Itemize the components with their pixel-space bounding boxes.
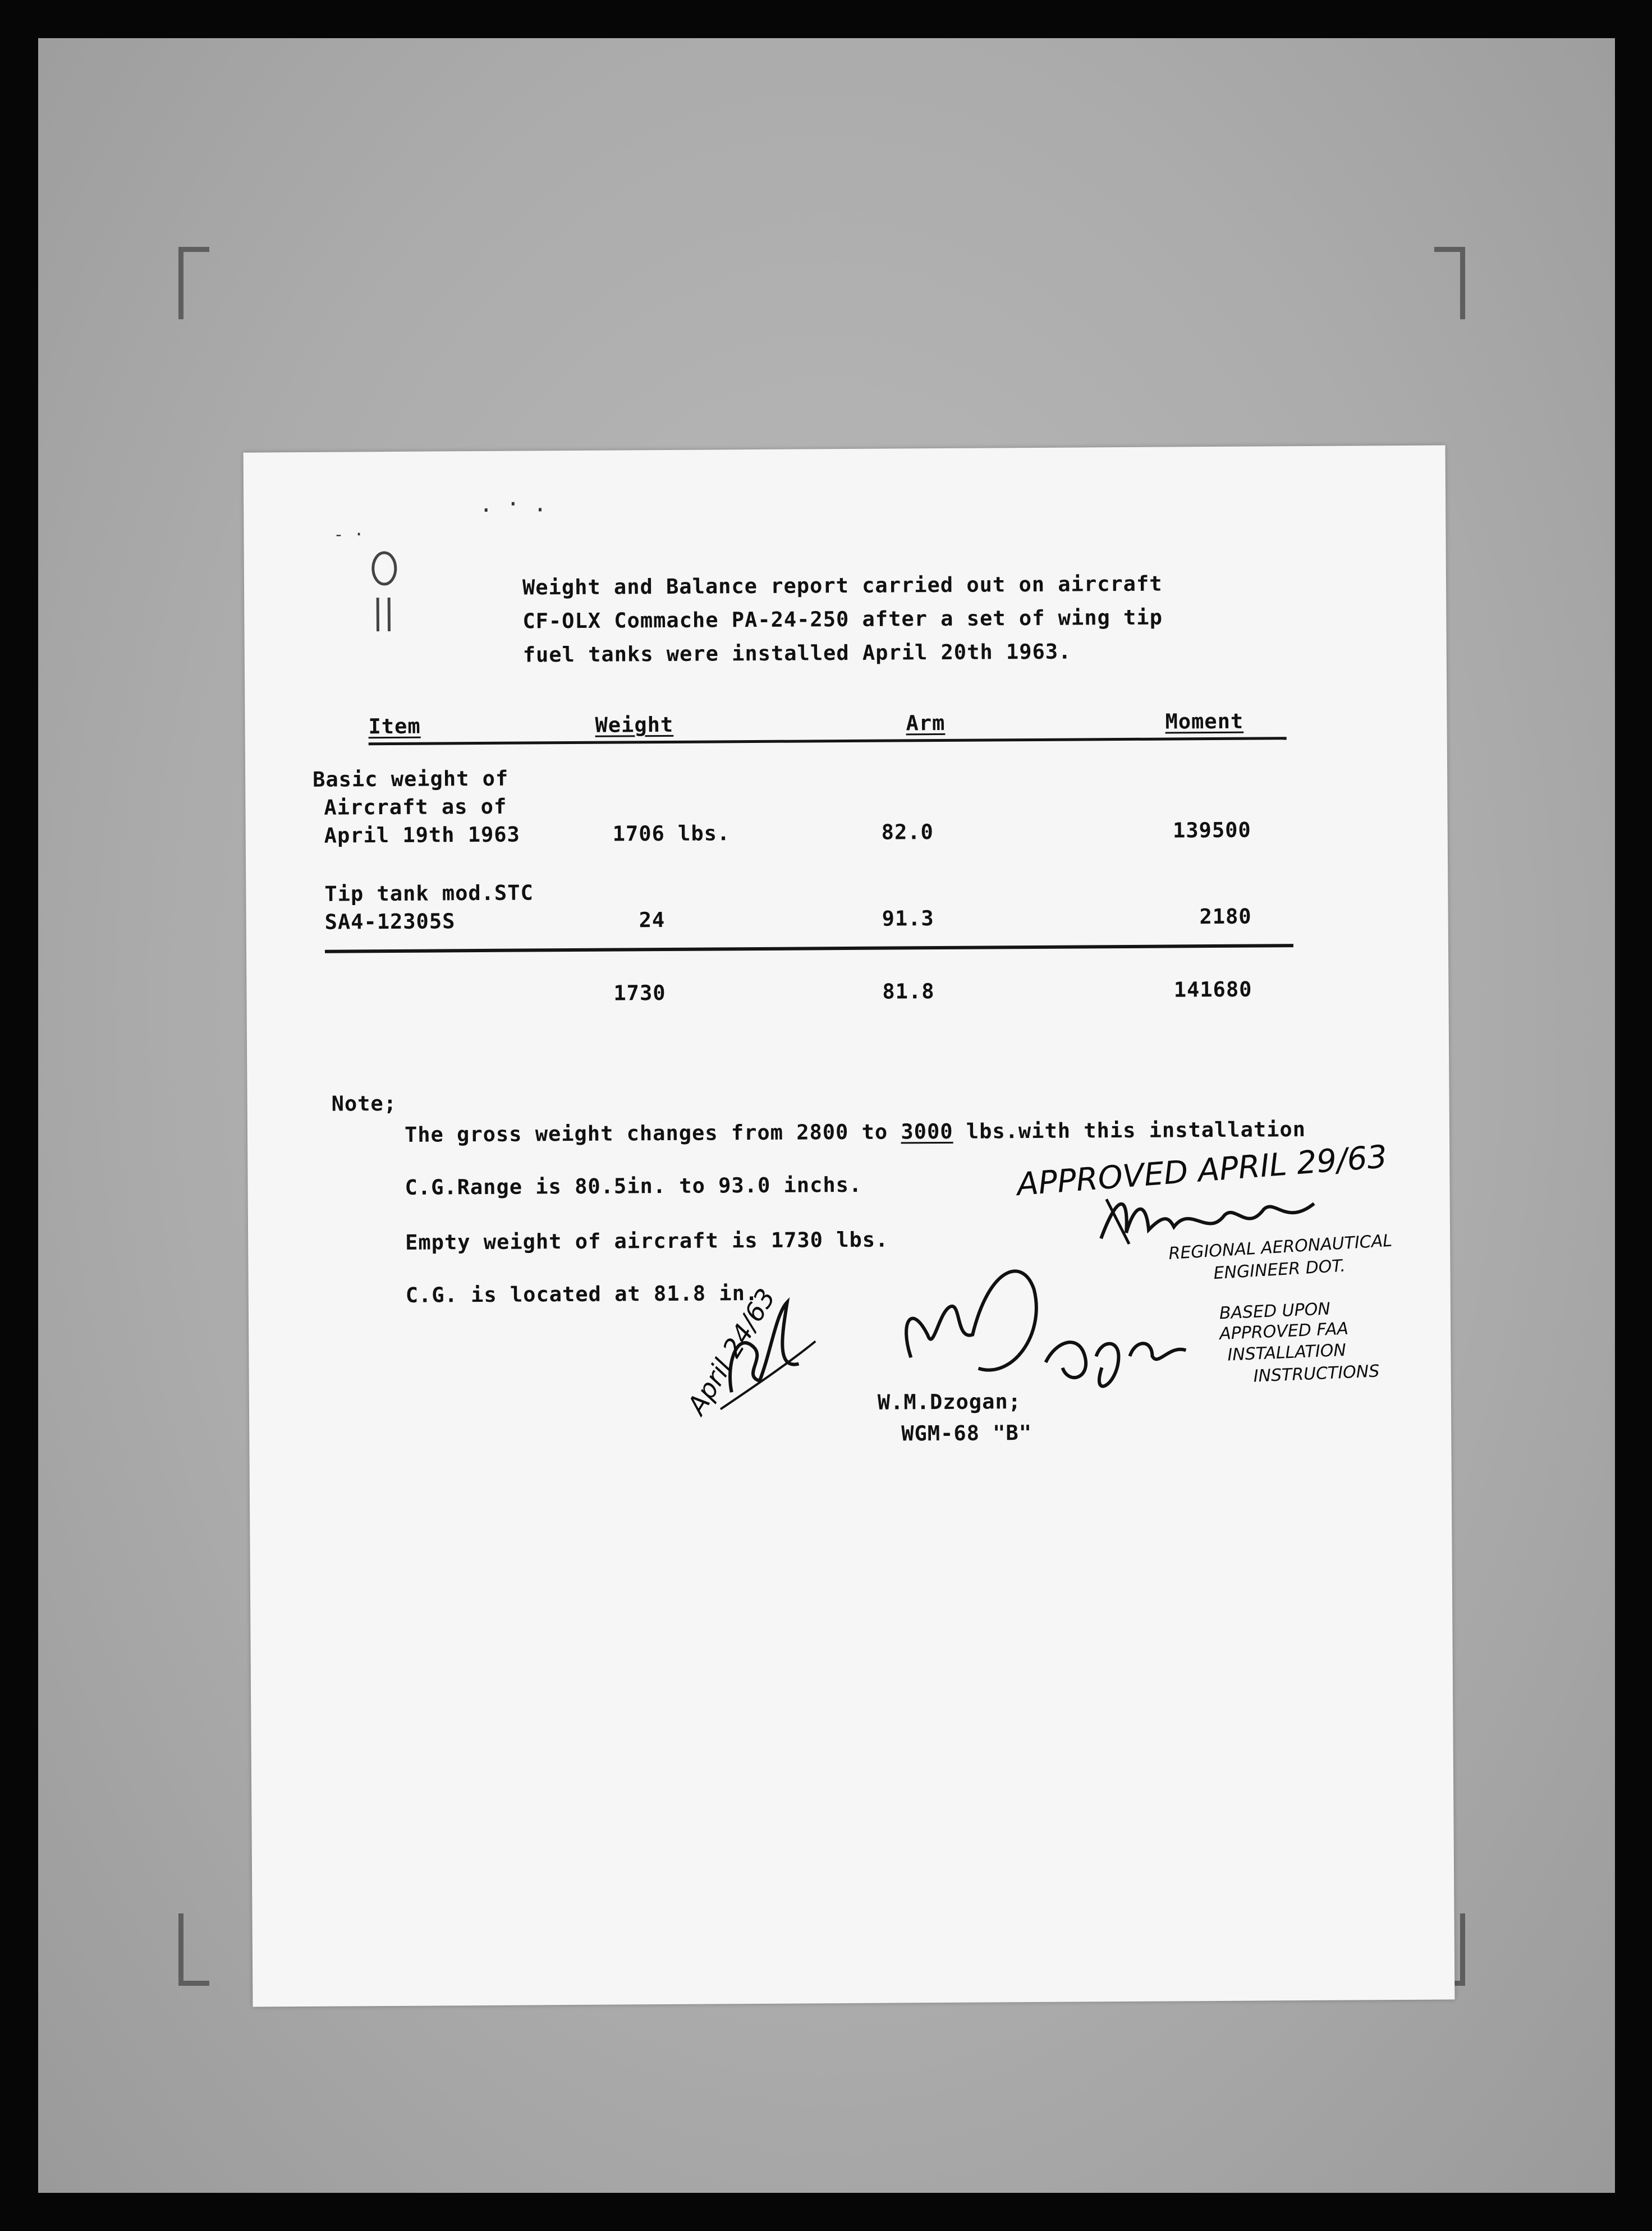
report-title-line-1: Weight and Balance report carried out on aircraft bbox=[522, 571, 1163, 600]
row1-item-line-3: April 19th 1963 bbox=[324, 822, 520, 848]
header-underline-rule bbox=[369, 737, 1287, 745]
note-line-3: Empty weight of aircraft is 1730 lbs. bbox=[405, 1227, 889, 1255]
handwritten-basis-line-2: APPROVED FAA bbox=[1219, 1319, 1349, 1344]
row1-weight: 1706 lbs. bbox=[612, 821, 731, 846]
total-arm: 81.8 bbox=[882, 979, 935, 1004]
handwritten-role-line-1: REGIONAL AERONAUTICAL bbox=[1168, 1231, 1393, 1264]
note-line-1-underlined: 3000 bbox=[901, 1119, 953, 1144]
smudge-mark: - · bbox=[333, 525, 364, 545]
report-title-line-3: fuel tanks were installed April 20th 1963. bbox=[522, 639, 1072, 667]
report-title-line-2: CF-OLX Commache PA-24-250 after a set of wing tip bbox=[522, 605, 1163, 634]
crop-mark-top-right bbox=[1434, 247, 1465, 319]
row1-arm: 82.0 bbox=[881, 820, 934, 844]
note-line-4: C.G. is located at 81.8 in. bbox=[405, 1280, 759, 1307]
note-line-2: C.G.Range is 80.5in. to 93.0 inchs. bbox=[405, 1172, 862, 1200]
note-line-1-post: lbs.with this installation bbox=[953, 1117, 1306, 1144]
row2-item-line-2: SA4-12305S bbox=[324, 909, 456, 934]
row2-item-line-1: Tip tank mod.STC bbox=[324, 880, 534, 906]
document-sheet bbox=[244, 445, 1455, 2007]
column-header-arm: Arm bbox=[906, 710, 946, 736]
handwritten-basis-line-3: INSTALLATION bbox=[1227, 1340, 1347, 1365]
column-header-item: Item bbox=[368, 714, 421, 739]
handwritten-approval: APPROVED APRIL 29/63 bbox=[1015, 1139, 1389, 1204]
handwritten-basis-line-4: INSTRUCTIONS bbox=[1253, 1361, 1380, 1387]
totals-rule bbox=[325, 944, 1293, 953]
smudge-mark: . · . bbox=[479, 491, 547, 518]
handwritten-basis-line-1: BASED UPON bbox=[1219, 1299, 1331, 1324]
row2-weight: 24 bbox=[639, 907, 666, 933]
total-weight: 1730 bbox=[613, 980, 666, 1006]
note-line-1 bbox=[405, 1117, 1306, 1147]
handwritten-date: April 24/63 bbox=[681, 1283, 782, 1420]
row1-moment: 139500 bbox=[1172, 818, 1251, 843]
signer-license: WGM-68 "B" bbox=[901, 1421, 1032, 1446]
row2-moment: 2180 bbox=[1199, 904, 1252, 929]
crop-mark-top-left bbox=[178, 247, 209, 319]
row1-item-line-1: Basic weight of bbox=[312, 766, 509, 792]
crop-mark-bottom-left bbox=[178, 1913, 209, 1986]
row2-arm: 91.3 bbox=[882, 906, 934, 931]
note-label: Note; bbox=[331, 1091, 397, 1116]
note-line-1-pre: The gross weight changes from 2800 to bbox=[404, 1119, 901, 1147]
column-header-moment: Moment bbox=[1165, 709, 1244, 734]
signer-name: W.M.Dzogan; bbox=[877, 1389, 1022, 1415]
column-header-weight: Weight bbox=[595, 712, 674, 737]
total-moment: 141680 bbox=[1173, 977, 1252, 1002]
row1-item-line-2: Aircraft as of bbox=[324, 794, 507, 820]
handwritten-role-line-2: ENGINEER DOT. bbox=[1213, 1256, 1346, 1284]
margin-punch-mark bbox=[368, 547, 407, 642]
